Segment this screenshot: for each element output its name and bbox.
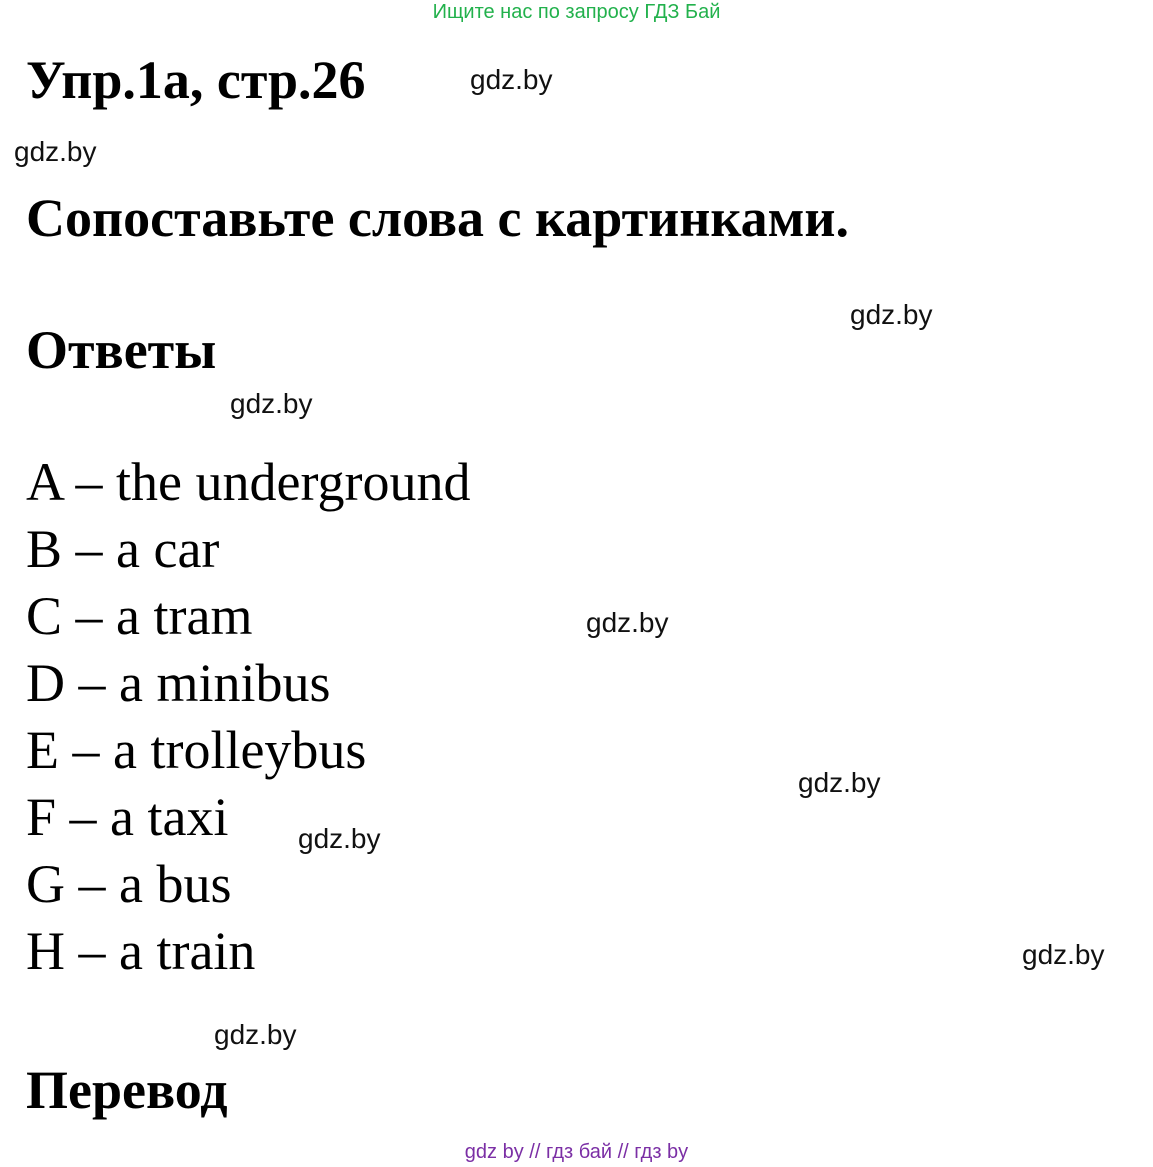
watermark: gdz.by [298,823,381,854]
watermark: gdz.by [798,767,881,798]
task-text: Сопоставьте слова с картинками. [26,188,850,248]
answer-item: F – a taxi [26,787,229,847]
answer-item: D – a minibus [26,653,331,713]
top-banner: Ищите нас по запросу ГДЗ Бай [432,1,721,23]
answers-heading: Ответы [26,320,217,380]
answer-item: C – a tram [26,586,253,646]
translation-heading: Перевод [26,1060,228,1120]
footer-links[interactable]: gdz by // гдз бай // гдз by [464,1141,689,1163]
answer-item: E – a trolleybus [26,720,367,780]
watermark: gdz.by [230,388,313,419]
watermark: gdz.by [1022,939,1105,970]
page-title: Упр.1а, стр.26 [26,50,366,110]
watermark: gdz.by [470,64,553,95]
watermark: gdz.by [850,299,933,330]
answer-item: G – a bus [26,854,232,914]
answers-list [26,449,470,985]
answer-item: A – the underground [26,452,471,512]
watermark: gdz.by [214,1019,297,1050]
watermark: gdz.by [586,607,669,638]
watermark: gdz.by [14,136,97,167]
answer-item: H – a train [26,921,256,981]
answer-item: B – a car [26,519,220,579]
